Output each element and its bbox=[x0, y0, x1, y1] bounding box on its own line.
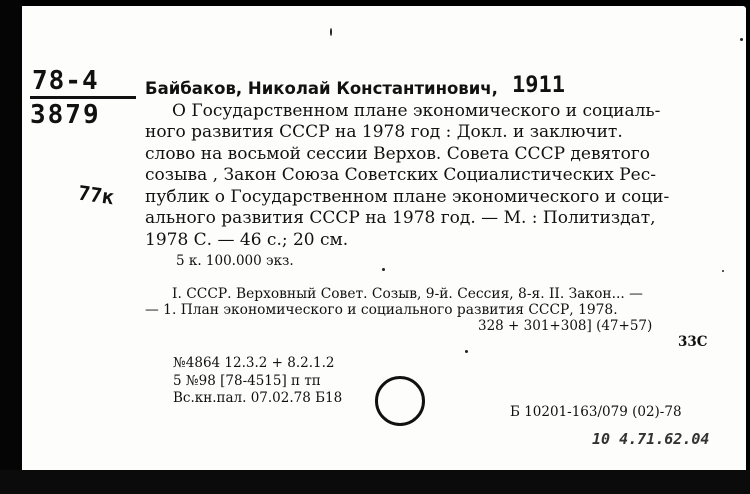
code-line-2: 5 №98 [78-4515] п тп bbox=[173, 373, 321, 389]
handwritten-bottom-right: 10 4.71.62.04 bbox=[592, 430, 710, 448]
birth-year: 1911 bbox=[512, 73, 565, 98]
title-line-1: О Государственном плане экономического и социаль- bbox=[172, 101, 661, 121]
title-line-6: ального развития СССР на 1978 год. — М. : Политиздат, bbox=[145, 208, 656, 228]
tracing-line-1: I. СССР. Верховный Совет. Созыв, 9-й. Сессия, 8-я. II. Закон... — bbox=[172, 286, 643, 302]
title-line-4: созыва , Закон Союза Советских Социалистических Рес- bbox=[145, 165, 656, 185]
speck bbox=[330, 28, 332, 36]
code-line-1: №4864 12.3.2 + 8.2.1.2 bbox=[173, 355, 335, 371]
speck bbox=[722, 270, 724, 272]
catalog-number: Б 10201-163/079 (02)-78 bbox=[510, 404, 682, 420]
title-line-2: ного развития СССР на 1978 год : Докл. и заключит. bbox=[145, 122, 623, 142]
call-number-bottom: 3879 bbox=[30, 100, 101, 130]
call-number-top: 78-4 bbox=[32, 66, 99, 96]
speck bbox=[465, 350, 468, 353]
title-line-7: 1978 С. — 46 с.; 20 см. bbox=[145, 230, 349, 250]
author-heading: Байбаков, Николай Константинович, bbox=[145, 79, 498, 98]
tracing-line-2: — 1. План экономического и социального развития СССР, 1978. bbox=[145, 302, 618, 318]
side-mark: 77к bbox=[76, 180, 116, 210]
classification-1: 328 + 301+308] (47+57) bbox=[478, 318, 653, 334]
title-line-3: слово на восьмой сессии Верхов. Совета СССР девятого bbox=[145, 144, 651, 164]
scan-edge-left bbox=[0, 0, 22, 494]
classification-2: 33С bbox=[678, 334, 708, 350]
price-run: 5 к. 100.000 экз. bbox=[176, 253, 294, 269]
speck bbox=[740, 38, 743, 41]
scan-edge-bottom bbox=[0, 470, 750, 494]
code-line-3: Вс.кн.пал. 07.02.78 Б18 bbox=[173, 390, 343, 406]
title-line-5: публик о Государственном плане экономического и соци- bbox=[145, 187, 670, 207]
call-number-divider bbox=[30, 96, 136, 99]
round-stamp bbox=[375, 376, 425, 426]
speck bbox=[382, 268, 385, 271]
